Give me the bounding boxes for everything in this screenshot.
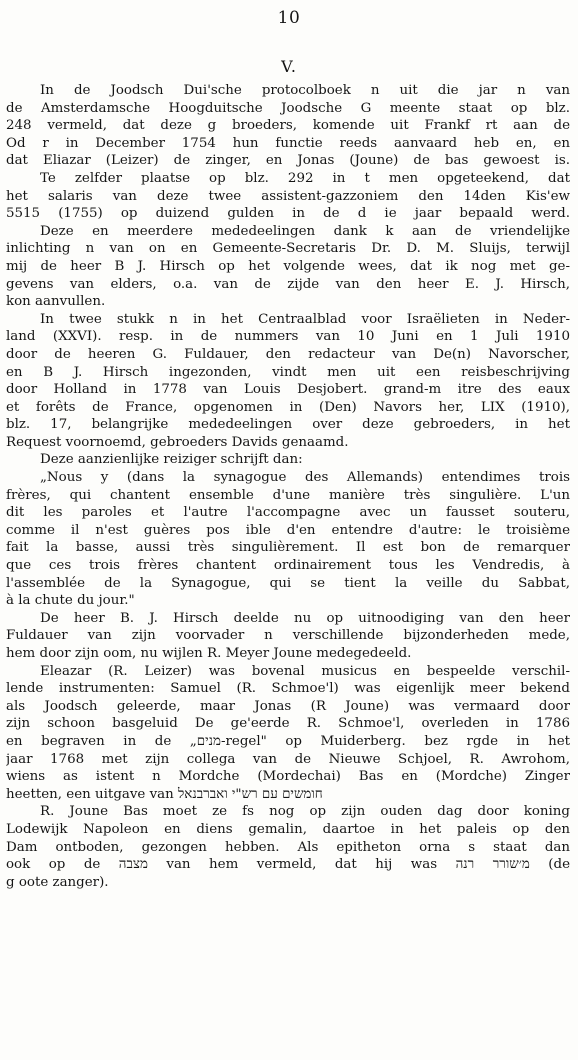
text-line: wiens as istent n Mordche (Mordechai) Bas en (Mordche) Zinger [6,769,570,785]
text-line: het salaris van deze twee assistent-gazzoniem den 14den Kis'ew [6,188,570,204]
text-line: In twee stukk n in het Centraalblad voor Israëlieten in Neder- [40,311,570,327]
text-line: comme il n'est guères pos ible d'en entendre d'autre: le troisième [6,522,570,538]
text-line: hem door zijn oom, nu wijlen R. Meyer Joune medegedeeld. [6,646,412,661]
text-line: door Holland in 1778 van Louis Desjobert. grand-m itre des eaux [6,382,570,398]
text-line: Dam ontboden, gezongen hebben. Als epitheton orna s staat dan [6,839,570,855]
text-line: de Amsterdamsche Hoogduitsche Joodsche G meente staat op blz. [6,100,570,116]
text-line: g oote zanger). [6,874,109,890]
text-line: jaar 1768 met zijn collega van de Nieuwe Schjoel, R. Awrohom, [6,751,570,767]
text-line: land (XXVI). resp. in de nummers van 10 Juni en 1 Juli 1910 [6,329,570,345]
text-line: que ces trois frères chantent ordinairement tous les Vendredis, à [6,558,570,574]
text-line: mij de heer B J. Hirsch op het volgende wees, dat ik nog met ge- [6,258,570,274]
text-line: 5515 (1755) op duizend gulden in de d ie jaar bepaald werd. [6,206,570,222]
text-line: Eleazar (R. Leizer) was bovenal musicus en bespeelde verschil- [40,663,570,679]
text-line: als Joodsch geleerde, maar Jonas (R Joune) was vermaard door [6,698,570,714]
text-line: Deze aanzienlijke reiziger schrijft dan: [40,452,303,468]
text-line: kon aanvullen. [6,294,106,310]
text-line: et forêts de France, opgenomen in (Den) Navors her, LIX (1910), [6,399,570,415]
text-line: zijn schoon basgeluid De ge'eerde R. Schmoe'l, overleden in 1786 [6,716,570,732]
document-body [6,82,570,891]
text-line: gevens van elders, o.a. van de zijde van den heer E. J. Hirsch, [6,276,570,292]
text-line: lende instrumenten: Samuel (R. Schmoe'l) was eigenlijk meer bekend [6,681,570,697]
text-line: Request voornoemd, gebroeders Davids genaamd. [6,434,349,450]
text-line: frères, qui chantent ensemble d'une manière très singulière. L'un [6,487,570,503]
text-line: l'assemblée de la Synagogue, qui se tient la veille du Sabbat, [6,575,570,591]
text-line: Od r in December 1754 hun functie reeds aanvaard heb en, en [6,135,570,151]
text-line: dit les paroles et l'autre l'accompagne avec un fausset souteru, [6,505,570,521]
text-line: en B J. Hirsch ingezonden, vindt men uit een reisbeschrijving [6,364,570,380]
text-line: fait la basse, aussi très singulièrement. Il est bon de remarquer [6,540,570,556]
text-line: „Nous y (dans la synagogue des Allemands) entendimes trois [40,470,570,486]
text-line: Deze en meerdere mededeelingen dank k aan de vriendelijke [40,223,570,239]
text-line: dat Eliazar (Leizer) de zinger, en Jonas (Joune) de bas gewoest is. [6,153,570,169]
text-line: ook op de מצבה van hem vermeld, dat hij was מ׳שורר רנה (de [6,857,570,873]
text-line: De heer B. J. Hirsch deelde nu op uitnoodiging van den heer [40,610,570,626]
text-line: inlichting n van on en Gemeente-Secretaris Dr. D. M. Sluijs, terwijl [6,241,570,257]
page-number: 10 [277,8,301,28]
text-line: R. Joune Bas moet ze fs nog op zijn ouden dag door koning [40,804,570,820]
text-line: Te zelfder plaatse op blz. 292 in t men opgeteekend, dat [40,170,570,186]
text-line: Fuldauer van zijn voorvader n verschillende bijzonderheden mede, [6,628,570,644]
text-line: blz. 17, belangrijke mededeelingen over deze gebroeders, in het [6,417,570,433]
text-line: en begraven in de „מנים-regel" op Muiderberg. bez rgde in het [6,733,570,749]
text-line: In de Joodsch Dui'sche protocolboek n uit die jar n van [40,83,570,98]
text-line: heetten, een uitgave van חומשים עם רש"י ואברבנאל [6,786,323,802]
text-line: à la chute du jour." [6,593,135,609]
section-title: V. [281,57,297,76]
text-line: door de heeren G. Fuldauer, den redacteur van De(n) Navorscher, [6,346,570,362]
text-line: 248 vermeld, dat deze g broeders, komende uit Frankf rt aan de [6,118,570,134]
text-line: Lodewijk Napoleon en diens gemalin, daartoe in het paleis op den [6,821,570,837]
